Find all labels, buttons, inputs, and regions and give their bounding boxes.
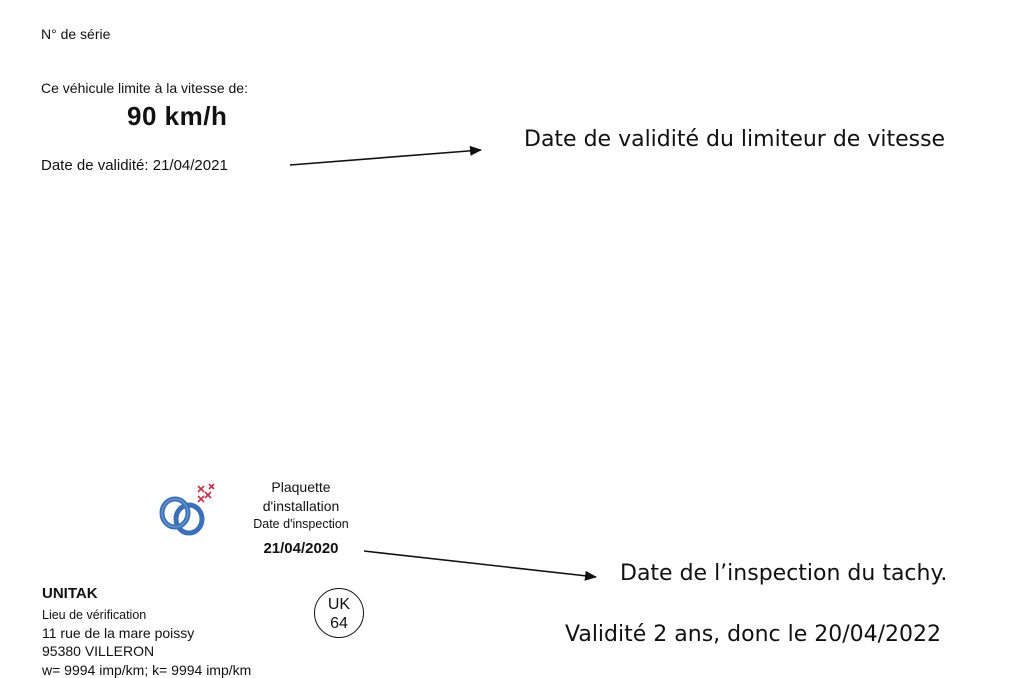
company-address-line2: 95380 VILLERON <box>42 643 155 659</box>
approval-stamp <box>314 588 364 638</box>
serial-number-label: N° de série <box>41 26 111 42</box>
inspection-date-value: 21/04/2020 <box>263 540 339 557</box>
validity-annotation: Validité 2 ans, donc le 20/04/2022 <box>565 622 942 647</box>
speed-limit-intro: Ce véhicule limite à la vitesse de: <box>41 80 248 96</box>
limiter-validity-annotation: Date de validité du limiteur de vitesse <box>524 127 946 152</box>
limiter-arrow <box>290 150 481 165</box>
tachograph-logo <box>154 482 220 549</box>
inspection-annotation: Date de l’inspection du tachy. <box>620 561 948 586</box>
plate-title-line2: d'installation <box>262 498 340 514</box>
inspection-arrow <box>364 551 596 577</box>
company-address-line1: 11 rue de la mare poissy <box>42 625 195 641</box>
calibration-params: w= 9994 imp/km; k= 9994 imp/km <box>42 662 252 678</box>
stamp-country: UK <box>327 596 351 613</box>
verification-place-label: Lieu de vérification <box>42 608 147 622</box>
speed-limit-value: 90 km/h <box>127 101 228 131</box>
limiter-validity-date: Date de validité: 21/04/2021 <box>41 157 228 174</box>
company-name: UNITAK <box>42 585 98 602</box>
inspection-date-label: Date d'inspection <box>253 517 349 531</box>
plate-title-line1: Plaquette <box>271 479 331 495</box>
stamp-number: 64 <box>330 615 348 632</box>
